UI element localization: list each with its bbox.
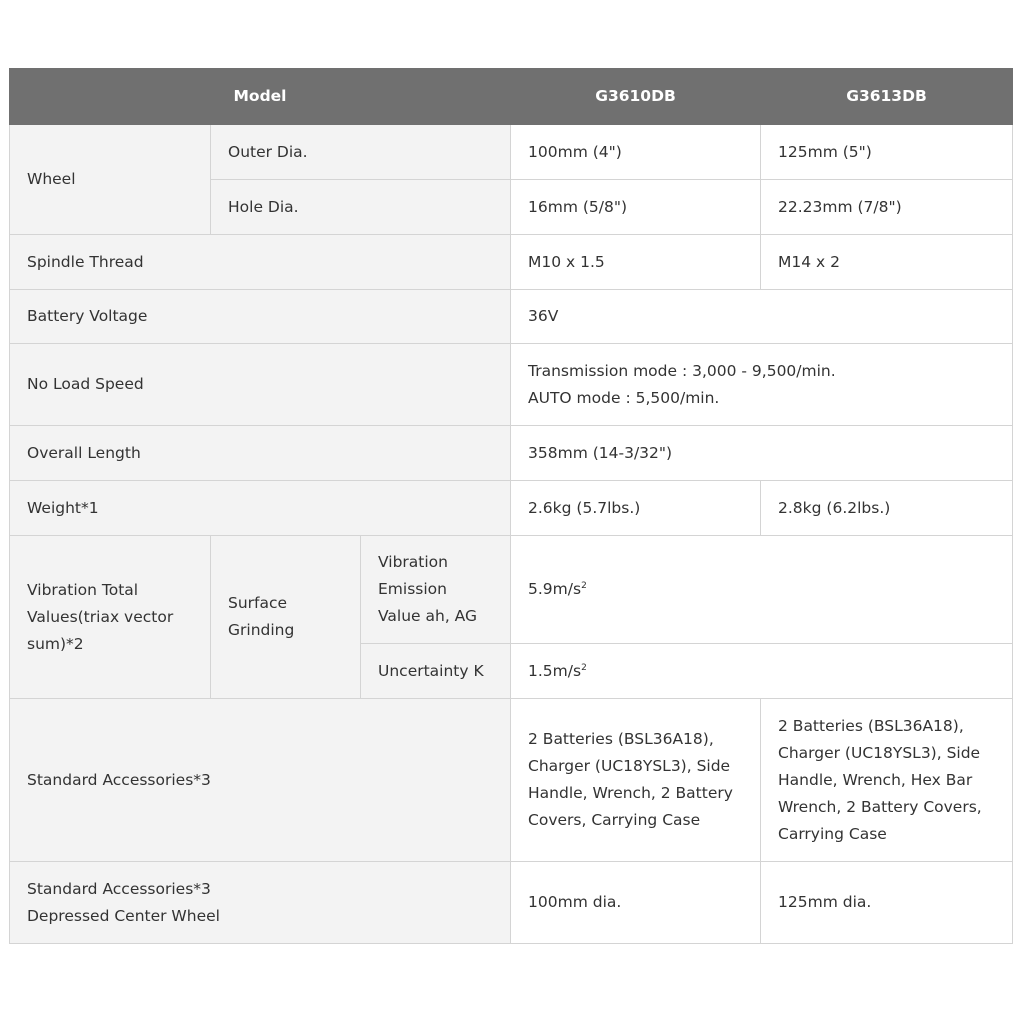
label-weight: Weight*1 [10,481,511,536]
row-spindle-thread [10,235,1013,290]
value-spindle-g3613db: M14 x 2 [761,235,1013,290]
value-spindle-g3610db: M10 x 1.5 [511,235,761,290]
label-vibration-total: Vibration Total Values(triax vector sum)*2 [10,536,211,699]
value-wheel-g3610db: 100mm dia. [511,862,761,944]
label-standard-accessories: Standard Accessories*3 [10,699,511,862]
uncertainty-value: 1.5m/s [528,661,582,680]
header-row [10,69,1013,125]
speed-auto-mode: AUTO mode : 5,500/min. [528,388,720,407]
label-overall-length: Overall Length [10,426,511,481]
row-weight [10,481,1013,536]
row-no-load-speed [10,344,1013,426]
value-weight-g3610db: 2.6kg (5.7lbs.) [511,481,761,536]
value-uncertainty [511,644,1013,699]
row-wheel-accessories [10,862,1013,944]
label-wheel-accessories-line1: Standard Accessories*3 [27,879,211,898]
header-g3610db: G3610DB [511,69,761,125]
value-wheel-g3613db: 125mm dia. [761,862,1013,944]
value-hole-dia-g3613db: 22.23mm (7/8") [761,180,1013,235]
value-no-load-speed [511,344,1013,426]
value-accessories-g3610db: 2 Batteries (BSL36A18), Charger (UC18YSL3), Side Handle, Wrench, 2 Battery Covers, Carrying Case [511,699,761,862]
row-overall-length [10,426,1013,481]
emission-value: 5.9m/s [528,580,582,598]
label-wheel: Wheel [10,125,211,235]
spec-table [9,68,1013,944]
label-no-load-speed: No Load Speed [10,344,511,426]
value-outer-dia-g3613db: 125mm (5") [761,125,1013,180]
label-wheel-accessories-line2: Depressed Center Wheel [27,906,220,925]
label-surface-grinding: Surface Grinding [211,536,361,699]
row-wheel-outer [10,125,1013,180]
value-weight-g3613db: 2.8kg (6.2lbs.) [761,481,1013,536]
label-outer-dia: Outer Dia. [211,125,511,180]
value-overall-length: 358mm (14-3/32") [511,426,1013,481]
label-battery-voltage: Battery Voltage [10,290,511,344]
value-vibration-emission [511,536,1013,644]
label-vibration-emission: Vibration Emission Value ah, AG [361,536,511,644]
value-accessories-g3613db: 2 Batteries (BSL36A18), Charger (UC18YSL3), Side Handle, Wrench, Hex Bar Wrench, 2 Battery Covers, Carrying Case [761,699,1013,862]
label-wheel-accessories [10,862,511,944]
header-g3613db: G3613DB [761,69,1013,125]
row-vibration-emission [10,536,1013,644]
emission-exponent: 2 [581,580,587,591]
label-hole-dia: Hole Dia. [211,180,511,235]
speed-transmission-mode: Transmission mode : 3,000 - 9,500/min. [528,361,836,380]
row-standard-accessories [10,699,1013,862]
header-model: Model [10,69,511,125]
label-uncertainty: Uncertainty K [361,644,511,699]
value-hole-dia-g3610db: 16mm (5/8") [511,180,761,235]
value-outer-dia-g3610db: 100mm (4") [511,125,761,180]
label-spindle-thread: Spindle Thread [10,235,511,290]
value-battery-voltage: 36V [511,290,1013,344]
row-battery-voltage [10,290,1013,344]
uncertainty-exponent: 2 [581,662,587,673]
